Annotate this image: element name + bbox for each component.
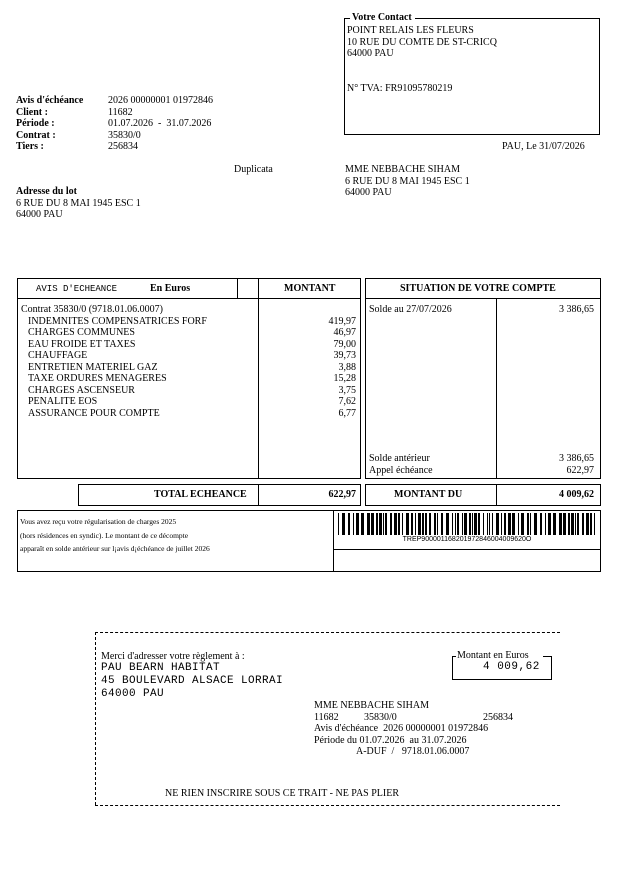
- item-label-7: CHARGES ASCENSEUR: [28, 384, 135, 396]
- item-label-3: EAU FROIDE ET TAXES: [28, 338, 136, 350]
- message-line-2: (hors résidences en syndic). Le montant de ce décompte: [20, 530, 189, 540]
- item-label-4: CHAUFFAGE: [28, 350, 88, 361]
- barcode-bar: [418, 513, 421, 535]
- message-text: [20, 515, 210, 556]
- item-amount-5: 3,88: [338, 361, 356, 373]
- barcode-bar: [457, 513, 459, 535]
- payer-name: MME NEBBACHE SIHAM: [314, 700, 430, 711]
- barcode-bar: [474, 513, 477, 535]
- item-amount-6: 15,28: [333, 373, 356, 384]
- item-amount-2: 46,97: [333, 327, 356, 338]
- items-amounts: [290, 316, 356, 420]
- barcode-bar: [571, 513, 574, 535]
- item-label-1: INDEMNITES COMPENSATRICES FORF: [28, 315, 207, 327]
- barcode-bar: [487, 513, 488, 535]
- message-line-3: apparaît en solde antérieur sur l¡avis d¡échéance de juillet 2026: [20, 544, 210, 553]
- barcode-bar: [425, 513, 427, 535]
- barcode-bar: [501, 513, 502, 535]
- contact-tva: N° TVA: FR91095780219: [347, 83, 453, 94]
- place-date: PAU, Le 31/07/2026: [502, 141, 585, 152]
- barcode-bar: [455, 513, 456, 535]
- payer-ids: [314, 712, 513, 724]
- barcode-bar: [492, 513, 493, 535]
- barcode-bar: [394, 513, 397, 535]
- barcode-bar: [478, 513, 480, 535]
- total-value: 622,97: [328, 489, 356, 500]
- barcode-bar: [518, 513, 519, 535]
- barcode-divider: [333, 549, 601, 550]
- item-amount-4: 39,73: [333, 350, 356, 361]
- barcode-bar: [504, 513, 506, 535]
- barcode-bar: [508, 513, 511, 535]
- barcode-bar: [411, 513, 413, 535]
- solde-date-label: Solde au 27/07/2026: [369, 304, 452, 315]
- details-col-divider-2: [258, 278, 259, 479]
- recipient-address: [345, 164, 470, 199]
- solde-anterieur-value: 3 386,65: [559, 453, 594, 464]
- header-avis: AVIS D'ECHEANCE: [36, 284, 118, 294]
- coupon-address-line-2: 45 BOULEVARD ALSACE LORRAI: [101, 675, 284, 687]
- payer-tiers: 256834: [483, 711, 513, 723]
- item-amount-7: 3,75: [338, 384, 356, 396]
- situation-header-divider: [365, 298, 601, 299]
- barcode-bar: [342, 513, 345, 535]
- payer-periode: Période du 01.07.2026 au 31.07.2026: [314, 734, 467, 746]
- barcode-bar: [379, 513, 382, 535]
- contact-line-1: POINT RELAIS LES FLEURS: [347, 25, 474, 36]
- header-situation: SITUATION DE VOTRE COMPTE: [400, 283, 556, 294]
- payer-block: [314, 700, 513, 758]
- barcode-bar: [376, 513, 378, 535]
- du-value: 4 009,62: [559, 489, 594, 500]
- barcode-bar: [582, 513, 584, 535]
- recipient-line-1: MME NEBBACHE SIHAM: [345, 164, 461, 175]
- barcode-bar: [398, 513, 400, 535]
- appel-label: Appel échéance: [369, 464, 433, 476]
- duplicata-label: Duplicata: [234, 164, 273, 175]
- barcode-bar: [367, 513, 370, 535]
- details-col-divider-1: [237, 278, 238, 298]
- barcode-bar: [512, 513, 515, 535]
- barcode: [338, 513, 596, 535]
- solde-date-value: 3 386,65: [559, 304, 594, 315]
- barcode-bar: [434, 513, 436, 535]
- barcode-bar: [586, 513, 589, 535]
- recipient-line-2: 6 RUE DU 8 MAI 1945 ESC 1: [345, 175, 470, 187]
- barcode-bar: [441, 513, 443, 535]
- total-label: TOTAL ECHEANCE: [154, 489, 247, 500]
- lot-line-2: 64000 PAU: [16, 209, 63, 220]
- contact-top-border-right: [415, 18, 600, 19]
- barcode-bar: [545, 513, 546, 535]
- barcode-bar: [489, 513, 490, 535]
- message-divider: [333, 510, 334, 572]
- barcode-bar: [527, 513, 529, 535]
- payer-avis: Avis d'échéance 2026 00000001 01972846: [314, 723, 489, 734]
- info-periode: Période : 01.07.2026 - 31.07.2026: [16, 118, 212, 129]
- barcode-bar: [353, 513, 354, 535]
- barcode-bar: [553, 513, 556, 535]
- contract-line: Contrat 35830/0 (9718.01.06.0007): [21, 304, 163, 315]
- total-divider: [258, 484, 259, 506]
- coupon-top-border: [95, 632, 560, 633]
- message-line-1: Vous avez reçu votre régularisation de charges 2025: [20, 517, 177, 526]
- barcode-bar: [530, 513, 531, 535]
- appel-value: 622,97: [566, 464, 594, 476]
- barcode-bar: [483, 513, 484, 535]
- du-label: MONTANT DU: [394, 489, 463, 500]
- barcode-bar: [422, 513, 424, 535]
- amount-box-top-right: [543, 656, 552, 657]
- coupon-intro: Merci d'adresser votre règlement à :: [101, 651, 245, 662]
- barcode-bar: [356, 513, 359, 535]
- barcode-bar: [385, 513, 387, 535]
- barcode-bar: [383, 513, 384, 535]
- payer-ref: A-DUF / 9718.01.06.0007: [356, 746, 470, 757]
- barcode-bar: [390, 513, 392, 535]
- recipient-line-3: 64000 PAU: [345, 187, 392, 198]
- barcode-bar: [361, 513, 364, 535]
- barcode-bar: [496, 513, 499, 535]
- barcode-bar: [594, 513, 595, 535]
- amount-box-top-left: [452, 656, 456, 657]
- barcode-bar: [577, 513, 579, 535]
- barcode-bar: [464, 513, 467, 535]
- lot-line-1: 6 RUE DU 8 MAI 1945 ESC 1: [16, 197, 141, 209]
- barcode-bar: [402, 513, 403, 535]
- coupon-address: [101, 662, 283, 701]
- info-contrat: Contrat : 35830/0: [16, 129, 141, 141]
- info-tiers: Tiers : 256834: [16, 141, 138, 152]
- barcode-bar: [469, 513, 471, 535]
- barcode-bar: [348, 513, 350, 535]
- barcode-bar: [406, 513, 409, 535]
- contact-line-2: 10 RUE DU COMTE DE ST-CRICQ: [347, 36, 497, 48]
- items-labels: [28, 316, 207, 420]
- payer-contract: 35830/0: [364, 711, 397, 723]
- barcode-bar: [590, 513, 592, 535]
- barcode-bar: [437, 513, 438, 535]
- coupon-left-border: [95, 632, 96, 805]
- barcode-bar: [575, 513, 576, 535]
- amount-title: Montant en Euros: [457, 650, 529, 661]
- payer-client: 11682: [314, 711, 339, 723]
- item-label-2: CHARGES COMMUNES: [28, 327, 135, 338]
- barcode-bar: [548, 513, 551, 535]
- coupon-address-line-1: PAU BEARN HABITAT: [101, 662, 221, 674]
- contact-title: Votre Contact: [352, 12, 412, 23]
- info-block: [16, 95, 213, 153]
- barcode-bar: [338, 513, 339, 535]
- info-avis: Avis d'échéance 2026 00000001 01972846: [16, 95, 213, 106]
- item-label-8: PENALITE EOS: [28, 396, 98, 407]
- lot-title: Adresse du lot: [16, 186, 77, 197]
- barcode-bar: [472, 513, 473, 535]
- barcode-bar: [568, 513, 570, 535]
- item-amount-1: 419,97: [328, 315, 356, 327]
- details-header-divider: [17, 298, 361, 299]
- contact-line-3: 64000 PAU: [347, 48, 394, 59]
- situation-col-divider: [496, 298, 497, 479]
- barcode-bar: [534, 513, 537, 535]
- amount-value: 4 009,62: [483, 661, 540, 673]
- coupon-footer: NE RIEN INSCRIRE SOUS CE TRAIT - NE PAS PLIER: [165, 788, 400, 799]
- barcode-bar: [521, 513, 524, 535]
- contact-top-border-left: [344, 18, 350, 19]
- barcode-bar: [462, 513, 463, 535]
- barcode-bar: [563, 513, 566, 535]
- barcode-bar: [559, 513, 562, 535]
- item-amount-8: 7,62: [338, 396, 356, 407]
- item-label-9: ASSURANCE POUR COMPTE: [28, 407, 160, 419]
- header-euros: En Euros: [150, 283, 191, 294]
- info-client: Client : 11682: [16, 106, 133, 118]
- barcode-bar: [429, 513, 431, 535]
- coupon-bottom-border: [95, 805, 560, 806]
- item-label-6: TAXE ORDURES MENAGERES: [28, 373, 167, 384]
- barcode-bar: [540, 513, 542, 535]
- barcode-bar: [415, 513, 416, 535]
- item-amount-3: 79,00: [333, 338, 356, 350]
- item-amount-9: 6,77: [338, 407, 356, 419]
- coupon-address-line-3: 64000 PAU: [101, 688, 165, 700]
- barcode-bar: [452, 513, 453, 535]
- du-divider: [496, 484, 497, 506]
- header-montant: MONTANT: [284, 283, 336, 294]
- lot-address: [16, 186, 141, 221]
- solde-anterieur-label: Solde antérieur: [369, 453, 430, 464]
- barcode-text: TREP900001168201972846004009620O: [402, 536, 532, 543]
- item-label-5: ENTRETIEN MATERIEL GAZ: [28, 361, 158, 373]
- contact-address: [347, 25, 497, 60]
- barcode-bar: [371, 513, 374, 535]
- barcode-bar: [446, 513, 449, 535]
